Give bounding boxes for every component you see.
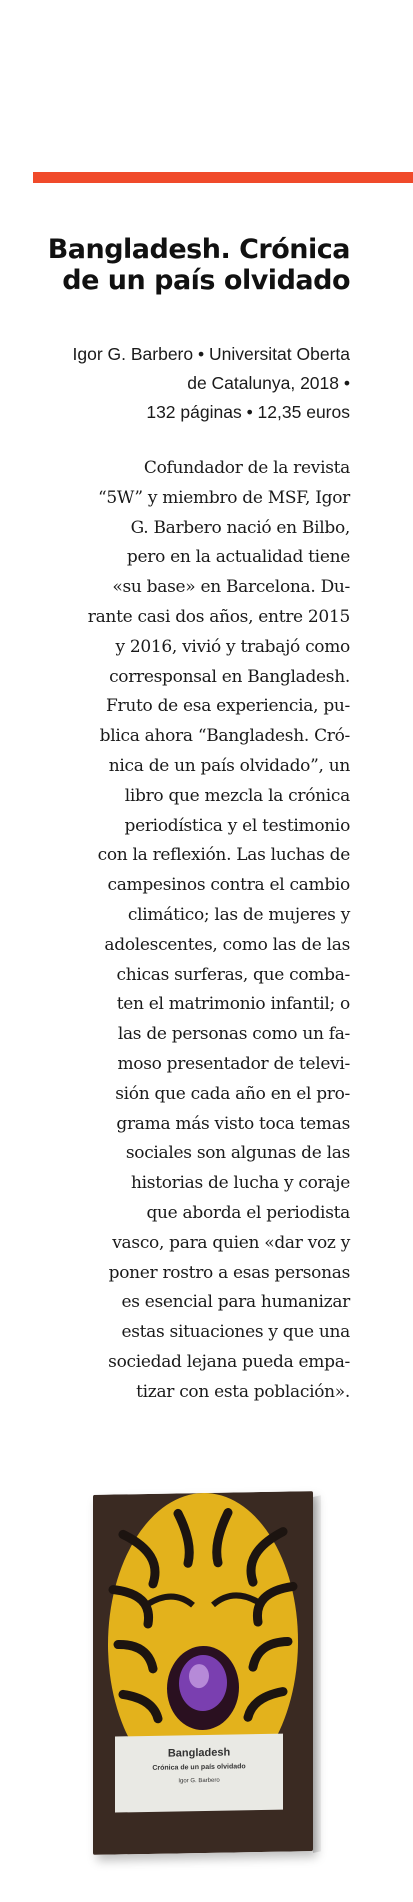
body-line: con la reflexión. Las luchas de	[97, 845, 350, 866]
byline-line: Igor G. Barbero • Universitat Oberta	[72, 344, 350, 364]
body-line: corresponsal en Bangladesh.	[109, 666, 350, 687]
body-line: grama más visto toca temas	[116, 1113, 350, 1134]
body-line: ten el matrimonio infantil; o	[116, 994, 350, 1015]
body-line: Cofundador de la revista	[143, 458, 350, 478]
body-line: moso presentador de televi-	[117, 1053, 350, 1074]
byline-line: de Catalunya, 2018 •	[187, 373, 350, 393]
body-line: periodística y el testimonio	[124, 815, 350, 836]
body-line: historias de lucha y coraje	[130, 1173, 350, 1194]
body-line: pero en la actualidad tiene	[126, 547, 350, 568]
section-accent-bar	[33, 172, 413, 183]
body-line: adolescentes, como las de las	[104, 934, 350, 955]
body-line: vasco, para quien «dar voz y	[112, 1232, 350, 1253]
body-line: poner rostro a esas personas	[108, 1262, 350, 1283]
body-line: es esencial para humanizar	[121, 1292, 350, 1313]
body-line: climático; las de mujeres y	[127, 904, 350, 925]
book-cover-label	[115, 1734, 283, 1813]
body-line: chicas surferas, que comba-	[116, 964, 350, 985]
body-line: G. Barbero nació en Bilbo,	[130, 517, 350, 538]
body-line: que aborda el periodista	[146, 1202, 350, 1223]
body-line: sociedad lejana pueda empa-	[108, 1351, 350, 1372]
book-spine	[313, 1495, 321, 1853]
article-title-line: de un país olvidado	[62, 265, 350, 296]
article-title-line: Bangladesh. Crónica	[47, 234, 350, 265]
article-byline	[10, 340, 350, 427]
book-cover-title: Bangladesh	[167, 1746, 231, 1760]
article-title	[30, 234, 350, 296]
body-line: estas situaciones y que una	[121, 1322, 350, 1343]
body-line: «su base» en Barcelona. Du-	[112, 577, 350, 598]
body-line: libro que mezcla la crónica	[124, 785, 350, 806]
body-line: y 2016, vivió y trabajó como	[115, 636, 350, 657]
byline-line: 132 páginas • 12,35 euros	[146, 402, 350, 422]
book-cover-subtitle: Crónica de un país olvidado	[152, 1763, 246, 1772]
body-line: las de personas como un fa-	[117, 1024, 350, 1045]
body-line: blica ahora “Bangladesh. Cró-	[99, 726, 350, 747]
body-line: tizar con esta población».	[136, 1381, 350, 1402]
article-body	[30, 454, 350, 1408]
body-line: Fruto de esa experiencia, pu-	[106, 696, 350, 717]
book-cover-author: Igor G. Barbero	[178, 1777, 220, 1785]
body-line: “5W” y miembro de MSF, Igor	[98, 487, 350, 508]
body-line: rante casi dos años, entre 2015	[87, 606, 350, 627]
body-line: sión que cada año en el pro-	[115, 1083, 350, 1104]
body-line: campesinos contra el cambio	[107, 875, 350, 896]
body-line: sociales son algunas de las	[125, 1143, 350, 1164]
body-line: nica de un país olvidado”, un	[108, 755, 350, 776]
book-cover-image	[93, 1491, 313, 1855]
